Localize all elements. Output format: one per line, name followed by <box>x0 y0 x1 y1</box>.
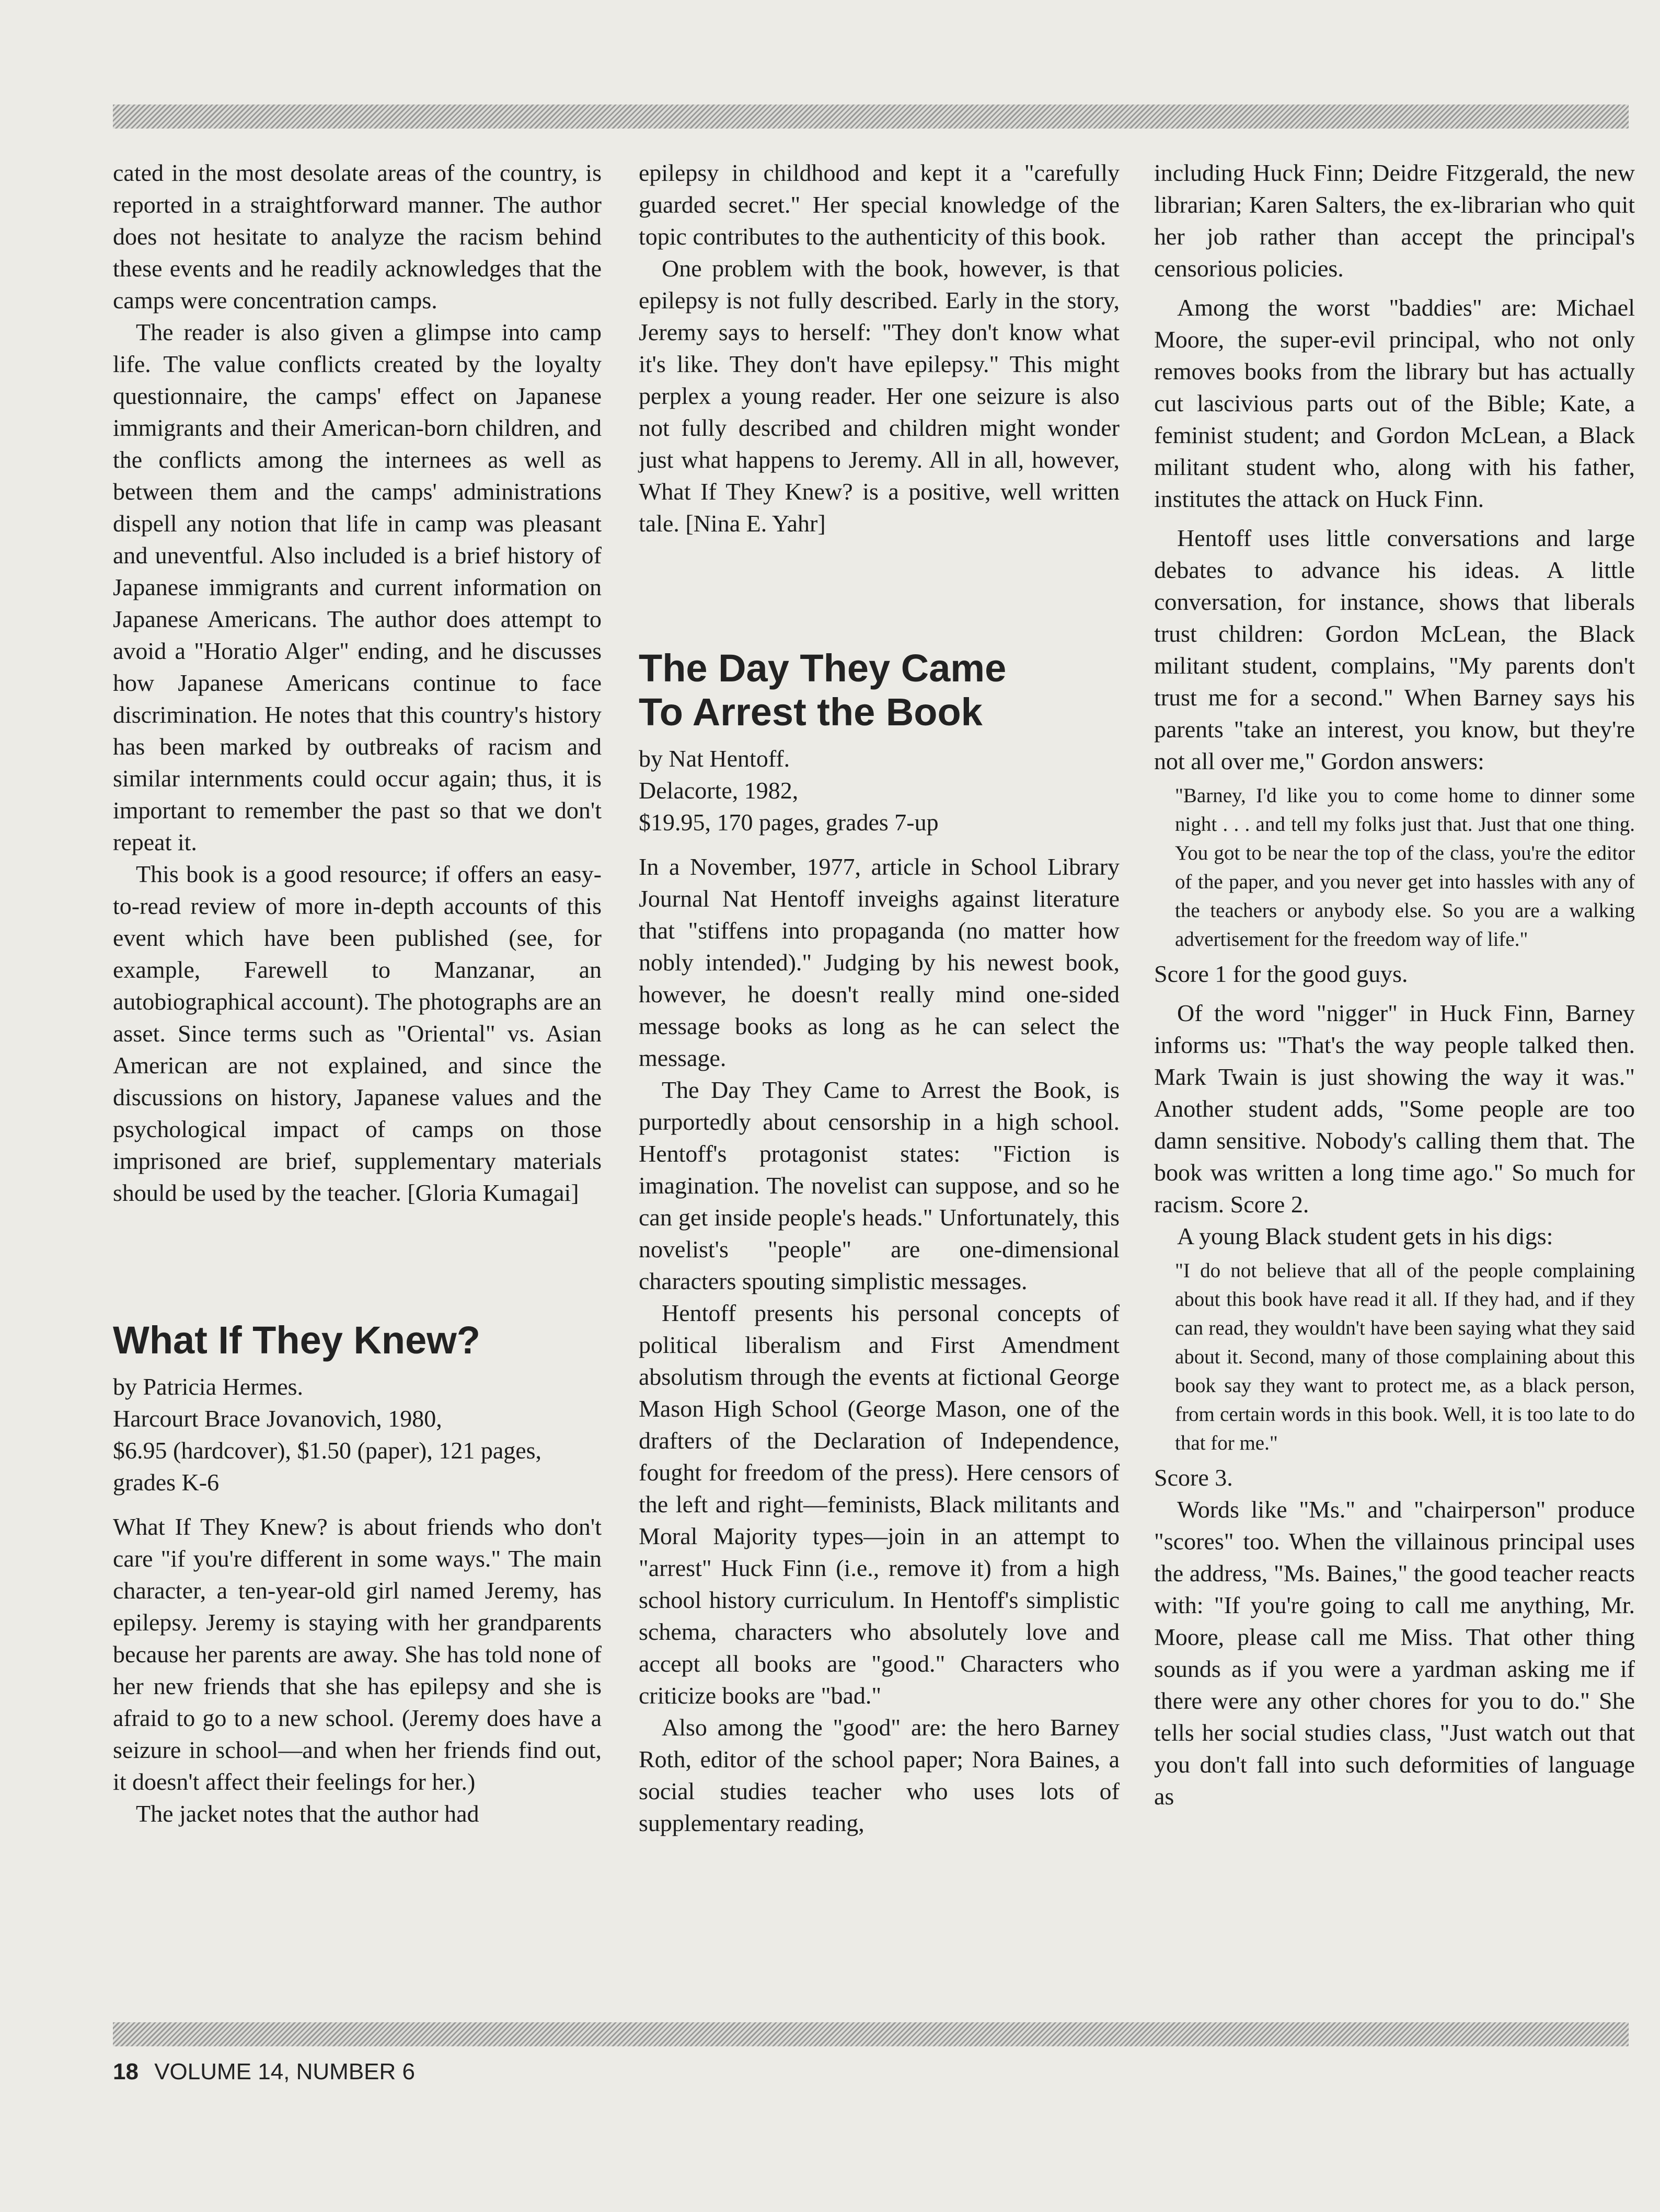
bibliographic-info <box>639 743 1120 838</box>
review-title: What If They Knew? <box>113 1318 480 1362</box>
top-decorative-band <box>113 105 1629 129</box>
paragraph: epilepsy in childhood and kept it a "carefully guarded secret." Her special knowledge of the topic contributes to the authenticity of this book. <box>639 159 1120 250</box>
book-author: by Nat Hentoff. <box>639 745 790 772</box>
book-author: by Patricia Hermes. <box>113 1373 304 1400</box>
book-publisher: Harcourt Brace Jovanovich, 1980, <box>113 1405 442 1432</box>
bibliographic-info <box>113 1371 602 1498</box>
column-3 <box>1154 157 1635 1812</box>
block-quote: "Barney, I'd like you to come home to dinner some night . . . and tell my folks just that. Just that one thing. You got to be near the top of the class, you're the editor of the paper, and you never get into hassles with any of the teachers or anybody else. So you are a walking advertisement for the freedom way of life." <box>1175 784 1635 951</box>
paragraph: Hentoff presents his personal concepts of political liberalism and First Amendment absolutism through the events at fictional George Mason High School (George Mason, one of the drafters of the Declaration of Independence, fought for freedom of the press). Here censors of the left and right—feminists, Black militants and Moral Majority types—join in an attempt to "arrest" Huck Finn (i.e., remove it) from a high school history curriculum. In Hentoff's simplistic schema, characters who absolutely love and accept all books are "good." Characters who criticize books are "bad." <box>639 1300 1120 1709</box>
paragraph: What If They Knew? is about friends who don't care "if you're different in some ways." The main character, a ten-year-old girl named Jeremy, has epilepsy. Jeremy is staying with her grandparents because her parents are away. She has told none of her new friends that she has epilepsy and she is afraid to go to a new school. (Jeremy does have a seizure in school—and when her friends find out, it doesn't affect their feelings for her.) <box>113 1513 602 1795</box>
paragraph: A young Black student gets in his digs: <box>1177 1223 1553 1249</box>
paragraph: Score 1 for the good guys. <box>1154 960 1408 987</box>
paragraph: Also among the "good" are: the hero Barney Roth, editor of the school paper; Nora Baines, a social studies teacher who uses lots of supplementary reading, <box>639 1714 1120 1836</box>
book-publisher: Delacorte, 1982, <box>639 777 799 804</box>
paragraph: Hentoff uses little conversations and large debates to advance his ideas. A little conversation, for instance, shows that liberals trust children: Gordon McLean, the Black militant student, complains, "My parents don't trust me for a second." When Barney says his parents "take an interest, you know, but they're not all over me," Gordon answers: <box>1154 525 1635 774</box>
paragraph: The reader is also given a glimpse into camp life. The value conflicts created by the loyalty questionnaire, the camps' effect on Japanese immigrants and their American-born children, and the conflicts among the internees as well as between them and the camps' administrations dispell any notion that life in camp was pleasant and uneventful. Also included is a brief history of Japanese immigrants and current information on Japanese Americans. The author does attempt to avoid a "Horatio Alger" ending, and he discusses how Japanese Americans continue to face discrimination. He notes that this country's history has been marked by outbreaks of racism and similar internments could occur again; thus, it is important to remember the past so that we don't repeat it. <box>113 319 602 855</box>
paragraph: In a November, 1977, article in School Library Journal Nat Hentoff inveighs against literature that "stiffens into propaganda (no matter how nobly intended)." Judging by his newest book, however, he doesn't really mind one-sided message books as long as he can select the message. <box>639 853 1120 1071</box>
paragraph: The Day They Came to Arrest the Book, is purportedly about censorship in a high school. Hentoff's protagonist states: "Fiction is imagination. The novelist can suppose, and so he can get inside people's heads." Unfortunately, this novelist's "people" are one-dimensional characters spouting simplistic messages. <box>639 1076 1120 1294</box>
paragraph: Among the worst "baddies" are: Michael Moore, the super-evil principal, who not only removes books from the library but has actually cut lascivious parts out of the Bible; Kate, a feminist student; and Gordon McLean, a Black militant student who, along with his father, institutes the attack on Huck Finn. <box>1154 294 1635 512</box>
review-title-line: The Day They Came <box>639 646 1007 690</box>
paragraph: Score 3. <box>1154 1464 1233 1491</box>
column-2 <box>639 157 1120 1839</box>
paragraph: One problem with the book, however, is that epilepsy is not fully described. Early in the story, Jeremy says to herself: "They don't know what it's like. They don't have epilepsy." This might perplex a young reader. Her one seizure is also not fully described and children might wonder just what happens to Jeremy. All in all, however, What If They Knew? is a positive, well written tale. [Nina E. Yahr] <box>639 255 1120 537</box>
paragraph: cated in the most desolate areas of the country, is reported in a straightforward manner. The author does not hesitate to analyze the racism behind these events and he readily acknowledges that the camps were concentration camps. <box>113 159 602 314</box>
paragraph: including Huck Finn; Deidre Fitzgerald, the new librarian; Karen Salters, the ex-librarian who quit her job rather than accept the principal's censorious policies. <box>1154 159 1635 282</box>
review-title <box>639 646 1120 734</box>
page-footer <box>113 2059 415 2085</box>
paragraph: Words like "Ms." and "chairperson" produce "scores" too. When the villainous principal uses the address, "Ms. Baines," the good teacher reacts with: "If you're going to call me anything, Mr. Moore, please call me Miss. That other thing sounds as if you were a yardman asking me if there were any other chores for you to do." She tells her social studies class, "Just watch out that you don't fall into such deformities of language as <box>1154 1496 1635 1810</box>
paragraph: This book is a good resource; if offers an easy-to-read review of more in-depth accounts of this event which have been published (see, for example, Farewell to Manzanar, an autobiographical account). The photographs are an asset. Since terms such as "Oriental" vs. Asian American are not explained, and since the discussions on history, Japanese values and the psychological impact of camps on those imprisoned are brief, supplementary materials should be used by the teacher. [Gloria Kumagai] <box>113 861 602 1206</box>
block-quote: "I do not believe that all of the people complaining about this book have read it all. If they had, and if they can read, they wouldn't have been saying what they said about it. Second, many of those complaining about this book say they want to protect me, as a black person, from certain words in this book. Well, it is too late to do that for me." <box>1175 1259 1635 1454</box>
issue-label: VOLUME 14, NUMBER 6 <box>154 2059 415 2084</box>
page-number: 18 <box>113 2059 139 2084</box>
paragraph: Of the word "nigger" in Huck Finn, Barney informs us: "That's the way people talked then. Mark Twain is just showing the way it was." Another student adds, "Some people are too damn sensitive. Nobody's calling them that. The book was written a long time ago." So much for racism. Score 2. <box>1154 1000 1635 1218</box>
book-price: $19.95, 170 pages, grades 7-up <box>639 809 939 836</box>
book-price: $6.95 (hardcover), $1.50 (paper), 121 pages, grades K-6 <box>113 1437 542 1496</box>
review-title-line: To Arrest the Book <box>639 690 983 734</box>
column-1 <box>113 157 602 1829</box>
paragraph: The jacket notes that the author had <box>136 1800 479 1827</box>
bottom-decorative-band <box>113 2022 1629 2046</box>
